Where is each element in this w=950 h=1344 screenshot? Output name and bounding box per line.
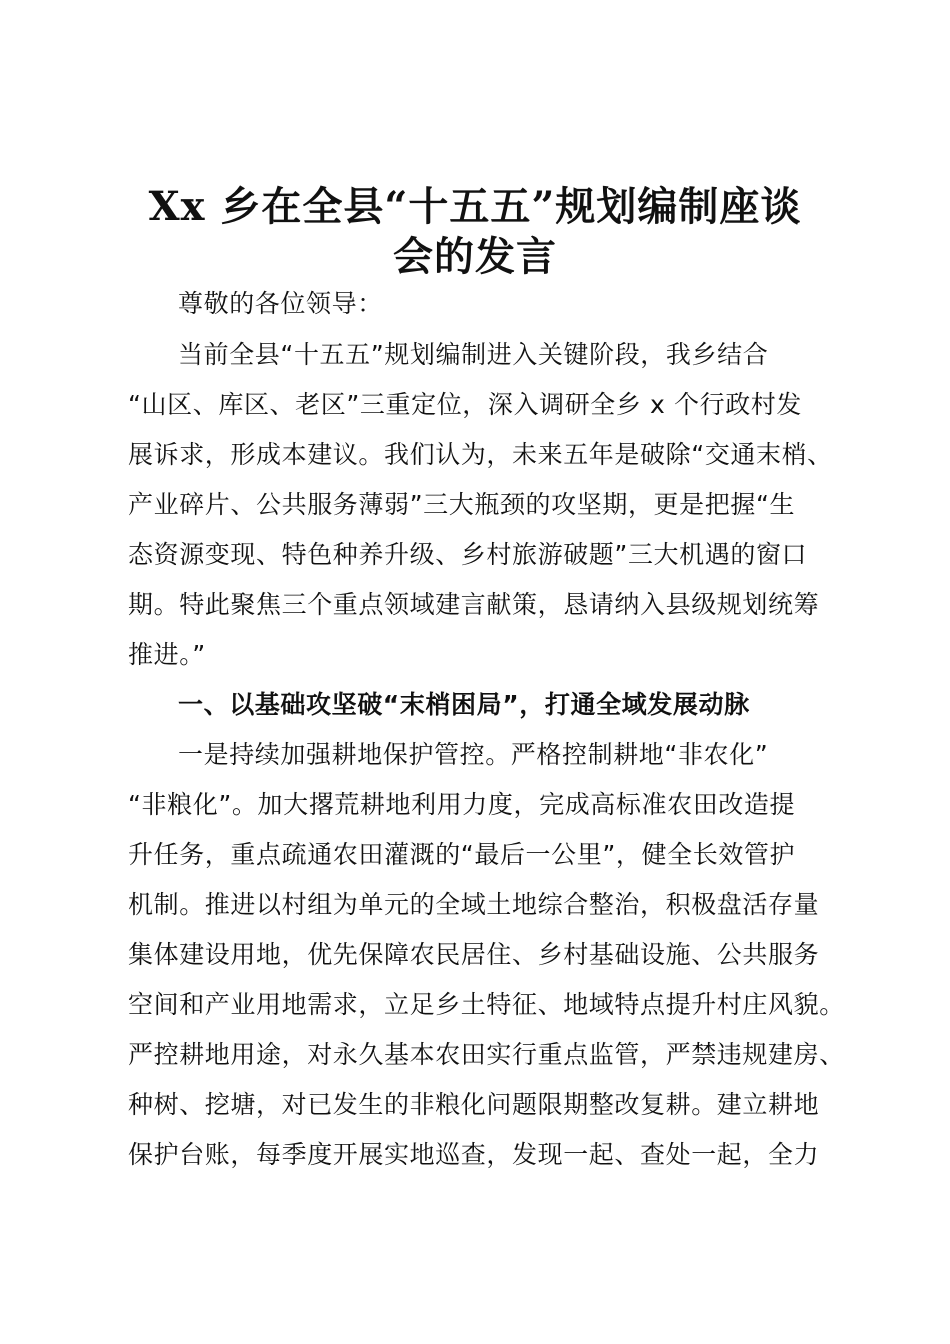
body-line: 种树、挖塘，对已发生的非粮化问题限期整改复耕。建立耕地: [128, 1090, 820, 1119]
body-line: 一是持续加强耕地保护管控。严格控制耕地“非农化”: [178, 740, 769, 769]
body-line: 集体建设用地，优先保障农民居住、乡村基础设施、公共服务: [128, 940, 820, 969]
document-title-line-2: 会的发言: [393, 233, 557, 280]
body-line: 升任务，重点疏通农田灌溉的“最后一公里”，健全长效管护: [128, 840, 796, 869]
body-line: 空间和产业用地需求，立足乡土特征、地域特点提升村庄风貌。: [128, 990, 845, 1019]
intro-line: 展诉求，形成本建议。我们认为，未来五年是破除“交通末梢、: [128, 440, 833, 469]
body-line: 严控耕地用途，对永久基本农田实行重点监管，严禁违规建房、: [128, 1040, 845, 1069]
intro-line: 态资源变现、特色种养升级、乡村旅游破题”三大机遇的窗口: [128, 540, 808, 569]
intro-line: 推进。”: [128, 640, 206, 669]
body-line: “非粮化”。加大撂荒耕地利用力度，完成高标准农田改造提: [128, 790, 796, 819]
intro-line: 产业碎片、公共服务薄弱”三大瓶颈的攻坚期，更是把握“生: [128, 490, 796, 519]
salutation: 尊敬的各位领导：: [178, 289, 383, 318]
body-line: 保护台账，每季度开展实地巡查，发现一起、查处一起，全力: [128, 1140, 820, 1169]
intro-line: “山区、库区、老区”三重定位，深入调研全乡 x 个行政村发: [128, 390, 802, 419]
body-line: 机制。推进以村组为单元的全域土地综合整治，积极盘活存量: [128, 890, 820, 919]
intro-line: 当前全县“十五五”规划编制进入关键阶段，我乡结合: [178, 340, 769, 369]
document-title-line-1: Xx 乡在全县“十五五”规划编制座谈: [148, 183, 802, 230]
intro-line: 期。特此聚焦三个重点领域建言献策，恳请纳入县级规划统筹: [128, 590, 820, 619]
section-heading: 一、以基础攻坚破“末梢困局”，打通全域发展动脉: [178, 690, 750, 719]
